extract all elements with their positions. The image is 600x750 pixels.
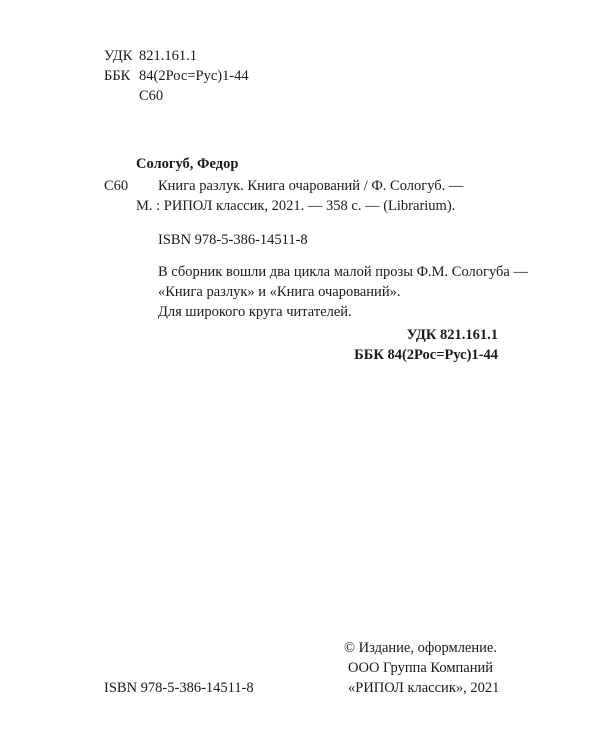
description-line-2: М. : РИПОЛ классик, 2021. — 358 с. — (Librarium).	[136, 198, 456, 214]
description-line-1: Книга разлук. Книга очарований / Ф. Сологуб. —	[158, 178, 464, 194]
bibliographic-description	[136, 176, 464, 216]
isbn-footer: ISBN 978-5-386-14511-8	[104, 680, 254, 696]
annotation	[158, 262, 528, 322]
annotation-line-1: В сборник вошли два цикла малой прозы Ф.М. Сологуба —	[158, 264, 528, 280]
udk-value: 821.161.1	[139, 48, 197, 64]
bbk-bottom: ББК 84(2Рос=Рус)1-44	[354, 347, 498, 363]
top-classification	[104, 46, 249, 106]
cutter-row	[104, 86, 249, 106]
annotation-line-3: Для широкого круга читателей.	[158, 304, 352, 320]
udk-row	[104, 46, 249, 66]
bbk-label: ББК	[104, 68, 131, 84]
copyright-line-3: «РИПОЛ классик», 2021	[348, 680, 500, 696]
copyright-line-2: ООО Группа Компаний	[348, 660, 493, 676]
cutter-mark: С60	[104, 178, 129, 194]
isbn-record: ISBN 978-5-386-14511-8	[158, 232, 308, 248]
bbk-row	[104, 66, 249, 86]
cutter-value: С60	[139, 88, 164, 104]
copyright-line-1: © Издание, оформление.	[344, 640, 497, 656]
annotation-line-2: «Книга разлук» и «Книга очарований».	[158, 284, 401, 300]
author-heading: Сологуб, Федор	[136, 156, 239, 172]
udk-label: УДК	[104, 48, 133, 64]
udk-bottom: УДК 821.161.1	[406, 327, 498, 343]
bbk-value: 84(2Рос=Рус)1-44	[139, 68, 249, 84]
bottom-classification	[354, 325, 498, 365]
copyright-block	[344, 638, 499, 698]
